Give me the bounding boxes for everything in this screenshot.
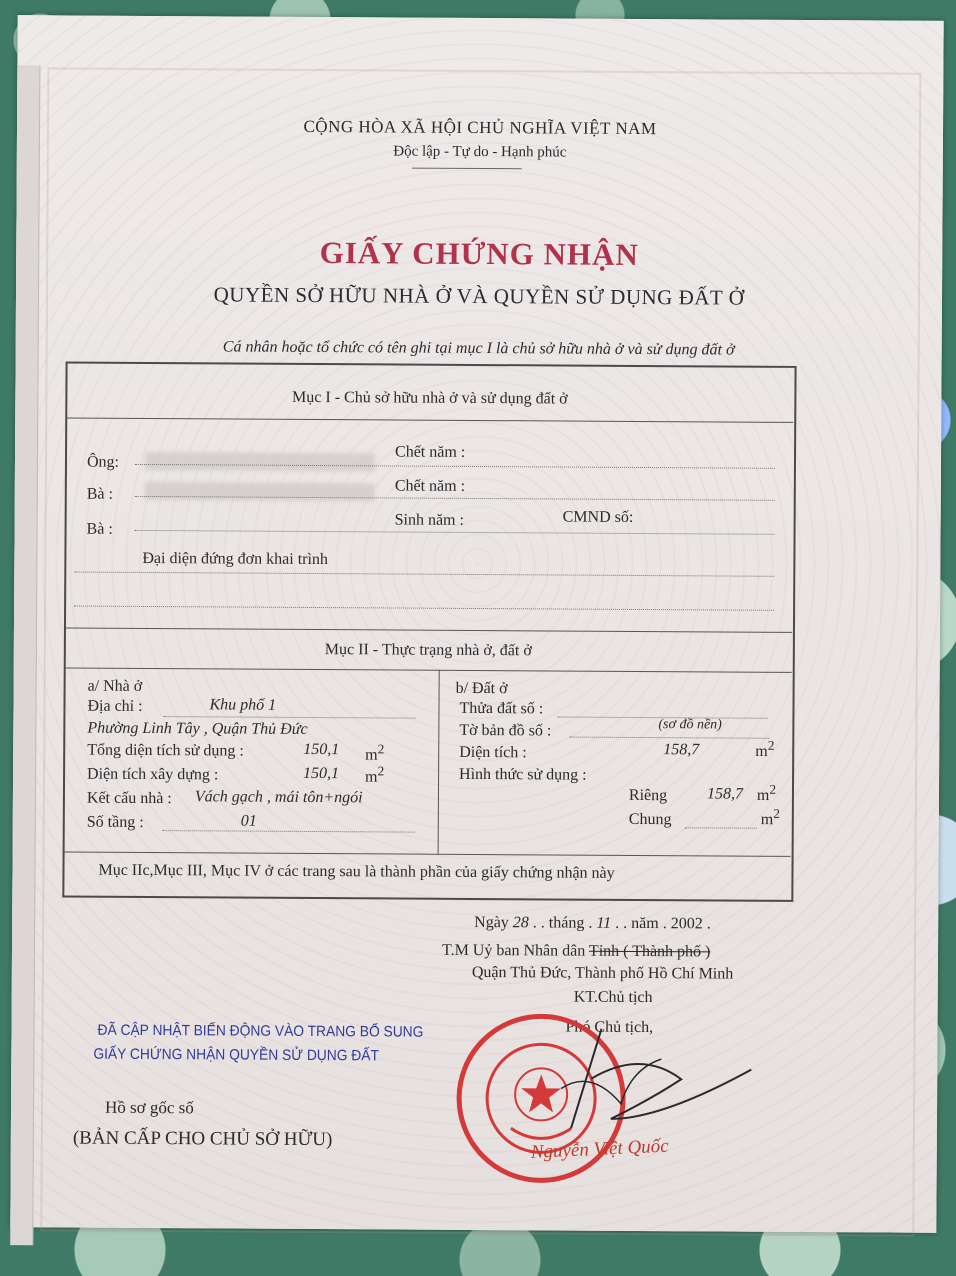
redacted-name xyxy=(145,452,375,471)
month-value: 11 xyxy=(596,914,612,932)
address-line2: Phường Linh Tây , Quận Thủ Đức xyxy=(87,719,308,738)
total-area-label: Tổng diện tích sử dụng : xyxy=(87,741,244,760)
area-unit: $m^2$ xyxy=(365,763,385,786)
original-file-number: Hồ sơ gốc số xyxy=(104,1097,194,1118)
use-form-label: Hình thức sử dụng : xyxy=(459,765,587,784)
owner-row1-label: Ông: xyxy=(86,453,120,471)
structure-value: Vách gạch , mái tôn+ngói xyxy=(194,788,363,807)
certificate-subtitle: QUYỀN SỞ HỮU NHÀ Ở VÀ QUYỀN SỬ DỤNG ĐẤT Ở xyxy=(213,282,745,310)
address-value: Khu phố 1 xyxy=(209,696,277,714)
owner-row2-death: Chết năm : xyxy=(394,477,466,495)
house-heading: a/ Nhà ở xyxy=(87,677,143,695)
common-label: Chung xyxy=(628,810,672,829)
section1-heading: Mục I - Chủ sở hữu nhà ở và sử dụng đất ở xyxy=(292,388,568,408)
year-label: năm xyxy=(631,914,659,933)
land-area-label: Diện tích : xyxy=(459,743,527,762)
year-value: 2002 xyxy=(670,915,703,933)
land-heading: b/ Đất ở xyxy=(455,679,508,698)
day-value: 28 xyxy=(512,914,529,932)
signer-name: Nguyễn Việt Quốc xyxy=(530,1135,670,1163)
owner-row2-label: Bà : xyxy=(86,485,114,503)
date-line: Ngày 28 . . tháng . 11 . . năm . 2002 . xyxy=(474,913,711,933)
committee-label: T.M Uỷ ban Nhân dân xyxy=(441,941,586,960)
committee-line xyxy=(442,942,711,962)
area-unit: $m^2$ xyxy=(756,781,777,805)
map-sheet-label: Tờ bản đồ số : xyxy=(459,721,552,740)
total-area-value: 150,1 xyxy=(303,740,340,759)
owner-row3-id: CMND số: xyxy=(562,508,634,526)
private-label: Riêng xyxy=(628,786,668,805)
day-label: Ngày xyxy=(474,913,509,932)
vice-chairman: Phó Chủ tịch, xyxy=(565,1018,654,1037)
structure-label: Kết cấu nhà : xyxy=(86,789,172,808)
for-chairman: KT.Chủ tịch xyxy=(573,988,653,1007)
section-footer-note: Mục IIc,Mục III, Mục IV ở các trang sau là thành phần của giấy chứng nhận này xyxy=(98,861,615,882)
redacted-name xyxy=(145,482,375,501)
floors-value: 01 xyxy=(240,812,257,830)
owner-row3-birth: Sinh năm : xyxy=(394,511,465,529)
update-stamp-line2: GIẤY CHỨNG NHẬN QUYỀN SỬ DỤNG ĐẤT xyxy=(93,1045,379,1065)
land-area-value: 158,7 xyxy=(663,741,700,759)
owner-copy-label: (BẢN CẤP CHO CHỦ SỞ HỮU) xyxy=(72,1127,333,1151)
struck-province: Tỉnh ( Thành phố ) xyxy=(588,942,711,961)
unit-text: m xyxy=(756,787,770,805)
owner-row3-label: Bà : xyxy=(86,520,113,538)
plot-label: Thửa đất số : xyxy=(459,699,544,718)
owner-statement: Cá nhân hoặc tổ chức có tên ghi tại mục I là chủ sở hữu nhà ở và sử dụng đất ở xyxy=(222,338,735,359)
unit-text: m xyxy=(760,811,774,829)
unit-text: m xyxy=(755,743,768,761)
area-unit: $m^2$ xyxy=(760,805,781,829)
certificate-title: GIẤY CHỨNG NHẬN xyxy=(319,235,639,272)
area-unit: $m^2$ xyxy=(755,737,775,761)
owner-row1-death: Chết năm : xyxy=(394,443,466,461)
certificate-page xyxy=(10,15,943,1233)
update-stamp-line1: ĐÃ CẬP NHẬT BIẾN ĐỘNG VÀO TRANG BỔ SUNG xyxy=(97,1021,424,1041)
map-sheet-value: (sơ đồ nền) xyxy=(658,717,722,733)
month-label: tháng xyxy=(548,914,585,932)
build-area-label: Diện tích xây dựng : xyxy=(87,765,219,784)
republic-name: CỘNG HÒA XÃ HỘI CHỦ NGHĨA VIỆT NAM xyxy=(303,116,657,139)
section2-heading: Mục II - Thực trạng nhà ở, đất ở xyxy=(324,641,532,660)
private-value: 158,7 xyxy=(706,785,744,803)
build-area-value: 150,1 xyxy=(303,764,340,783)
address-label: Địa chỉ : xyxy=(87,697,143,715)
floors-label: Số tầng : xyxy=(86,813,144,831)
unit-text: m xyxy=(365,768,378,786)
representative-note: Đại diện đứng đơn khai trình xyxy=(142,549,328,569)
area-unit: $m^2$ xyxy=(365,741,385,764)
unit-text: m xyxy=(365,746,378,764)
signature-icon xyxy=(531,1008,762,1149)
district-line: Quận Thủ Đức, Thành phố Hồ Chí Minh xyxy=(471,963,734,983)
national-motto: Độc lập - Tự do - Hạnh phúc xyxy=(393,143,567,161)
